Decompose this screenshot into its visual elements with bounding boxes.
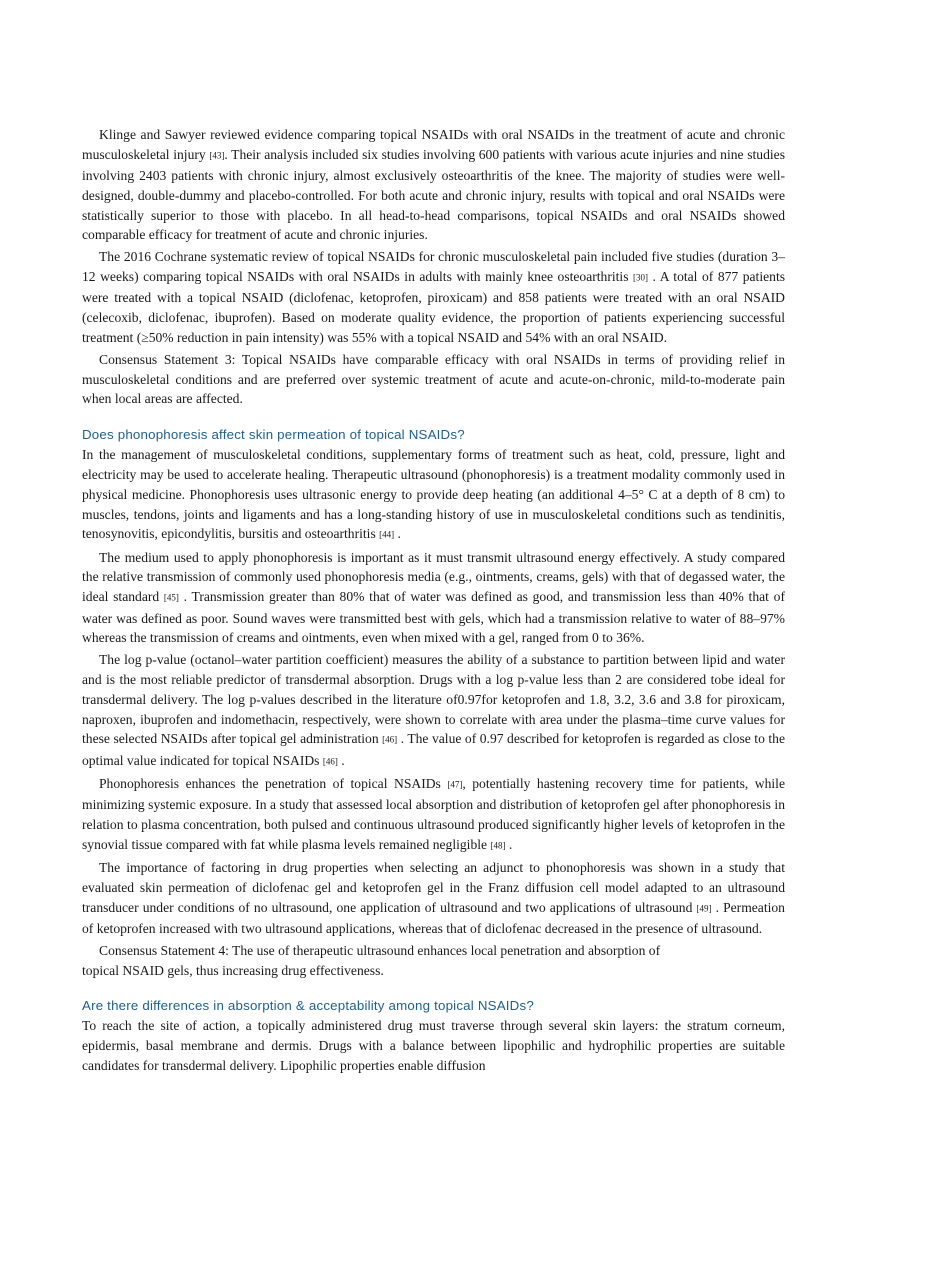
citation-48[interactable]: [48] [490,840,506,851]
citation-47[interactable]: [47] [447,779,463,790]
paragraph-phonophoresis-medium: The medium used to apply phonophoresis is important as it must transmit ultrasound energy effectively. A study compared the relative transmission of commonly used phonophoresis media (e.g., ointments, creams, gels) with that of degassed water, the ideal standard [45] . Transmission greater than 80% that of water was defined as good, and transmission less than 40% that of water was defined as poor. Sound waves were transmitted best with gels, which had a transmission relative to water of 88–97% whereas the transmission of creams and ointments, even when mixed with a gel, ranged from 0 to 36%. [82,549,785,646]
article-body [82,125,785,1078]
paragraph-skin-layers: To reach the site of action, a topically administered drug must traverse through several skin layers: the stratum corneum, epidermis, basal membrane and dermis. Drugs with a balance between lipophilic and hydrophilic properties are suitable candidates for transdermal delivery. Lipophilic properties enable diffusion [82,1018,785,1073]
citation-43[interactable]: [43] [209,150,225,161]
paragraph-log-p-value: The log p-value (octanol–water partition coefficient) measures the ability of a substance to partition between lipid and water and is the most reliable predictor of transdermal absorption. Drugs with a log p-value less than 2 are considered tobe ideal for transdermal delivery. The log p-values described in the literature of0.97for ketoprofen and 1.8, 3.2, 3.6 and 3.8 for piroxicam, naproxen, ibuprofen and indomethacin, respectively, were shown to correlate with area under the plasma–time curve values for these selected NSAIDs after topical gel administration [46] . The value of 0.97 described for ketoprofen is regarded as close to the optimal value indicated for topical NSAIDs [46] . [82,652,785,768]
paragraph-cochrane-review: The 2016 Cochrane systematic review of topical NSAIDs for chronic musculoskeletal pain included five studies (duration 3–12 weeks) comparing topical NSAIDs with oral NSAIDs in adults with mainly knee osteoarthritis [30] . A total of 877 patients were treated with a topical NSAID (diclofenac, ketoprofen, piroxicam) and 858 patients were treated with an oral NSAID (celecoxib, diclofenac, ibuprofen). Based on moderate quality evidence, the proportion of patients experiencing successful treatment (≥50% reduction in pain intensity) was 55% with a topical NSAID and 54% with an oral NSAID. [82,249,786,345]
consensus-statement-3: Consensus Statement 3: Topical NSAIDs have comparable efficacy with oral NSAIDs in terms of providing relief in musculoskeletal conditions and are preferred over systemic treatment of acute and acute-on-chronic, mild-to-moderate pain when local areas are affected. [82,351,785,407]
citation-49[interactable]: [49] [696,903,712,914]
paragraph-drug-properties: The importance of factoring in drug properties when selecting an adjunct to phonophoresis was shown in a study that evaluated skin permeation of diclofenac gel and ketoprofen gel in the Franz diffusion cell model adapted to an ultrasound transducer under conditions of no ultrasound, one application of ultrasound and two applications of ultrasound [49] . Permeation of ketoprofen increased with two ultrasound applications, whereas that of diclofenac decreased in the presence of ultrasound. [82,860,785,936]
paragraph-phonophoresis-intro: In the management of musculoskeletal conditions, supplementary forms of treatment such as heat, cold, pressure, light and electricity may be used to accelerate healing. Therapeutic ultrasound (phonophoresis) is a treatment modality commonly used in physical medicine. Phonophoresis uses ultrasonic energy to provide deep heating (an additional 4–5° C at a depth of 8 cm) to muscles, tendons, joints and ligaments and has a long-standing history of use in musculoskeletal conditions such as tendinitis, tenosynovitis, epicondylitis, bursitis and osteoarthritis [44] . [82,447,785,542]
citation-46-repeat[interactable]: [46] [322,756,338,767]
section-heading-phonophoresis: Does phonophoresis affect skin permeation of topical NSAIDs? [82,427,465,443]
paragraph-phonophoresis-penetration: Phonophoresis enhances the penetration of topical NSAIDs [47], potentially hastening recovery time for patients, while minimizing systemic exposure. In a study that assessed local absorption and distribution of ketoprofen gel after phonophoresis in relation to plasma concentration, both pulsed and continuous ultrasound produced significantly higher levels of ketoprofen in the synovial tissue compared with fat while plasma levels remained negligible [48] . [82,775,785,852]
section-heading-absorption: Are there differences in absorption & acceptability among topical NSAIDs? [82,998,534,1014]
citation-30[interactable]: [30] [633,272,649,283]
consensus-statement-4: Consensus Statement 4: The use of therapeutic ultrasound enhances local penetration and absorption of topical NSAID gels, thus increasing drug effectiveness. [82,942,661,978]
citation-46[interactable]: [46] [382,734,398,745]
paragraph-klinge-sawyer: Klinge and Sawyer reviewed evidence comparing topical NSAIDs with oral NSAIDs in the treatment of acute and chronic musculoskeletal injury [43]. Their analysis included six studies involving 600 patients with various acute injuries and nine studies involving 2403 patients with chronic injury, almost exclusively osteoarthritis of the knee. The majority of studies were well-designed, double-dummy and placebo-controlled. For both acute and chronic injury, results with topical and oral NSAIDs were statistically superior to those with placebo. In all head-to-head comparisons, topical NSAIDs and oral NSAIDs showed comparable efficacy for treatment of acute and chronic injuries. [82,127,785,243]
citation-45[interactable]: [45] [163,592,179,603]
citation-44[interactable]: [44] [379,529,395,540]
